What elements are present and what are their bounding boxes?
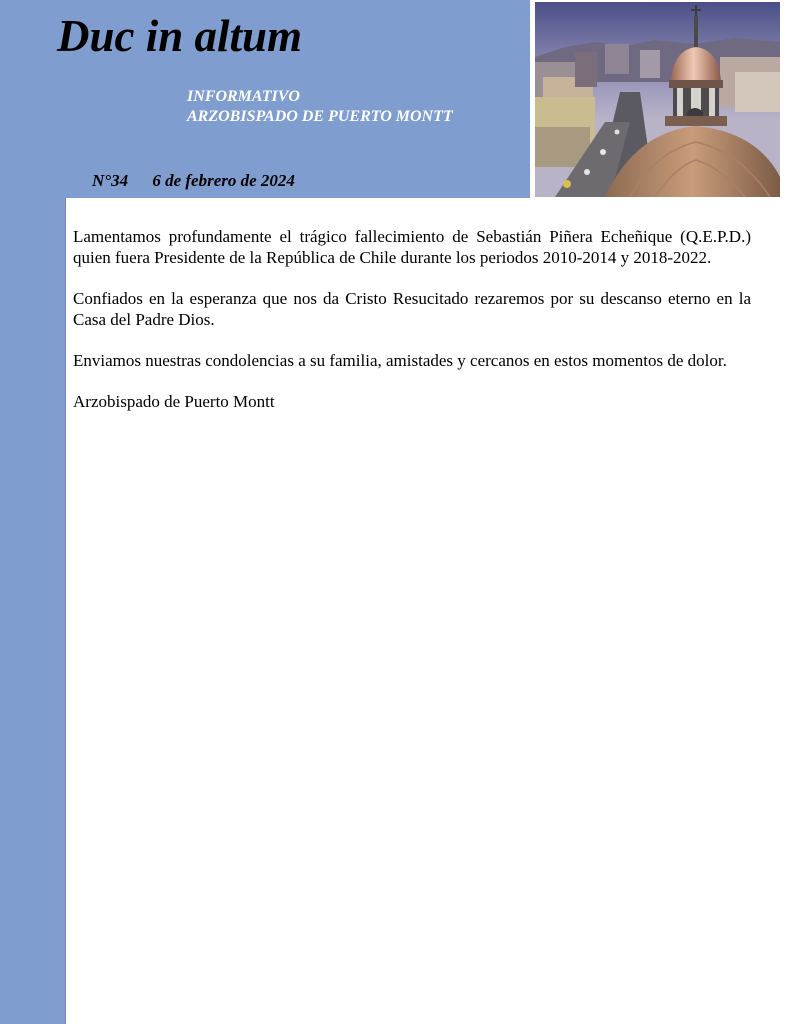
left-sidebar-band — [0, 198, 66, 1024]
cathedral-dome-photo — [535, 2, 780, 197]
paragraph-condolence-intro: Lamentamos profundamente el trágico fallecimiento de Sebastián Piñera Echeñique (Q.E.P.D.) quien fuera Presidente de la República de Chile durante los periodos 2010-2014 y 2018-2022. — [73, 227, 751, 267]
subtitle-line-informativo: INFORMATIVO — [187, 88, 300, 105]
paragraph-prayer: Confiados en la esperanza que nos da Cristo Resucitado rezaremos por su descanso eterno en la Casa del Padre Dios. — [73, 289, 751, 329]
newsletter-subtitle — [187, 87, 453, 127]
announcement-body — [73, 226, 751, 432]
issue-number: N°34 — [92, 171, 129, 190]
newsletter-title: Duc in altum — [57, 11, 303, 61]
issue-line — [92, 170, 295, 192]
subtitle-line-arzobispado: ARZOBISPADO DE PUERTO MONTT — [187, 108, 453, 125]
paragraph-condolences: Enviamos nuestras condolencias a su familia, amistades y cercanos en estos momentos de dolor. — [73, 351, 727, 370]
signature: Arzobispado de Puerto Montt — [73, 392, 275, 411]
issue-date: 6 de febrero de 2024 — [152, 171, 295, 190]
